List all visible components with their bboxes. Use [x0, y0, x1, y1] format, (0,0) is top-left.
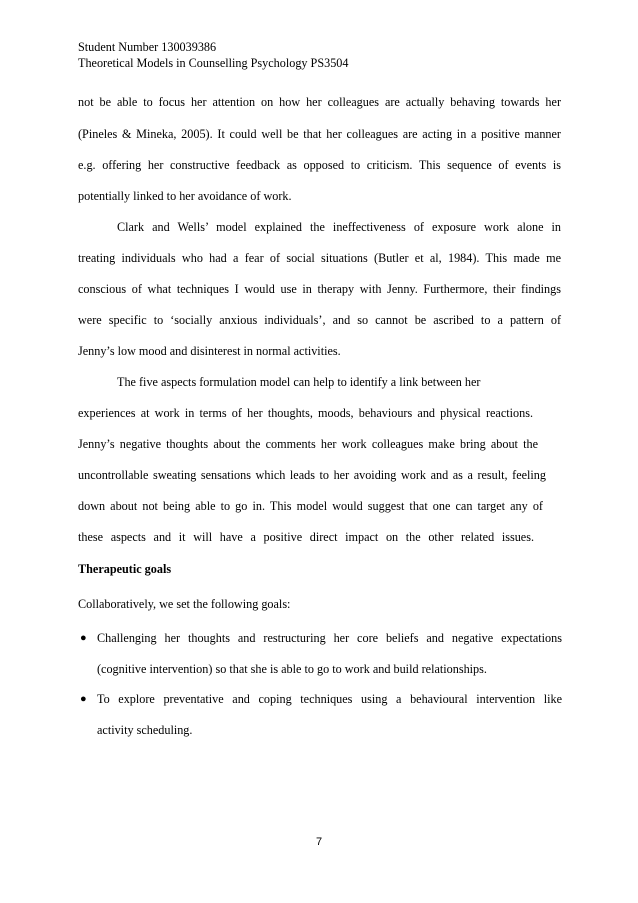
paragraph-line: treating individuals who had a fear of social situations (Butler et al, 1984). This made me: [78, 251, 561, 265]
paragraph-line: Jenny’s negative thoughts about the comments her work colleagues make bring about the: [78, 437, 538, 451]
paragraph-line: (Pineles & Mineka, 2005). It could well be that her colleagues are acting in a positive manner: [78, 127, 561, 141]
bullet-line: (cognitive intervention) so that she is able to go to work and build relationships.: [97, 662, 487, 676]
bullet-icon: ●: [80, 693, 87, 705]
section-heading: Therapeutic goals: [78, 562, 172, 576]
paragraph-line: experiences at work in terms of her thoughts, moods, behaviours and physical reactions.: [78, 406, 533, 420]
paragraph-line: e.g. offering her constructive feedback as opposed to criticism. This sequence of events is: [78, 158, 561, 172]
paragraph-line: The five aspects formulation model can help to identify a link between her: [117, 375, 481, 389]
module-title: Theoretical Models in Counselling Psychology PS3504: [78, 55, 349, 70]
bullet-line: To explore preventative and coping techniques using a behavioural intervention like: [97, 692, 562, 706]
paragraph-line: down about not being able to go in. This model would suggest that one can target any of: [78, 499, 543, 513]
paragraph-line: Jenny’s low mood and disinterest in normal activities.: [78, 344, 341, 358]
bullet-icon: ●: [80, 632, 87, 644]
paragraph-line: conscious of what techniques I would use in therapy with Jenny. Furthermore, their findings: [78, 282, 561, 296]
page-number: 7: [315, 836, 323, 848]
paragraph-line: uncontrollable sweating sensations which leads to her avoiding work and as a result, feeling: [78, 468, 546, 482]
intro-line: Collaboratively, we set the following goals:: [78, 597, 291, 611]
student-number: Student Number 130039386: [78, 40, 217, 54]
paragraph-line: these aspects and it will have a positive direct impact on the other related issues.: [78, 530, 534, 544]
paragraph-line: Clark and Wells’ model explained the ineffectiveness of exposure work alone in: [117, 220, 561, 234]
paragraph-line: were specific to ‘socially anxious individuals’, and so cannot be ascribed to a pattern of: [78, 313, 561, 327]
bullet-line: activity scheduling.: [97, 723, 193, 737]
paragraph-line: potentially linked to her avoidance of work.: [78, 189, 292, 203]
page-header: [78, 40, 348, 71]
paragraph-line: not be able to focus her attention on how her colleagues are actually behaving towards her: [78, 95, 561, 109]
bullet-line: Challenging her thoughts and restructuring her core beliefs and negative expectations: [97, 631, 562, 645]
